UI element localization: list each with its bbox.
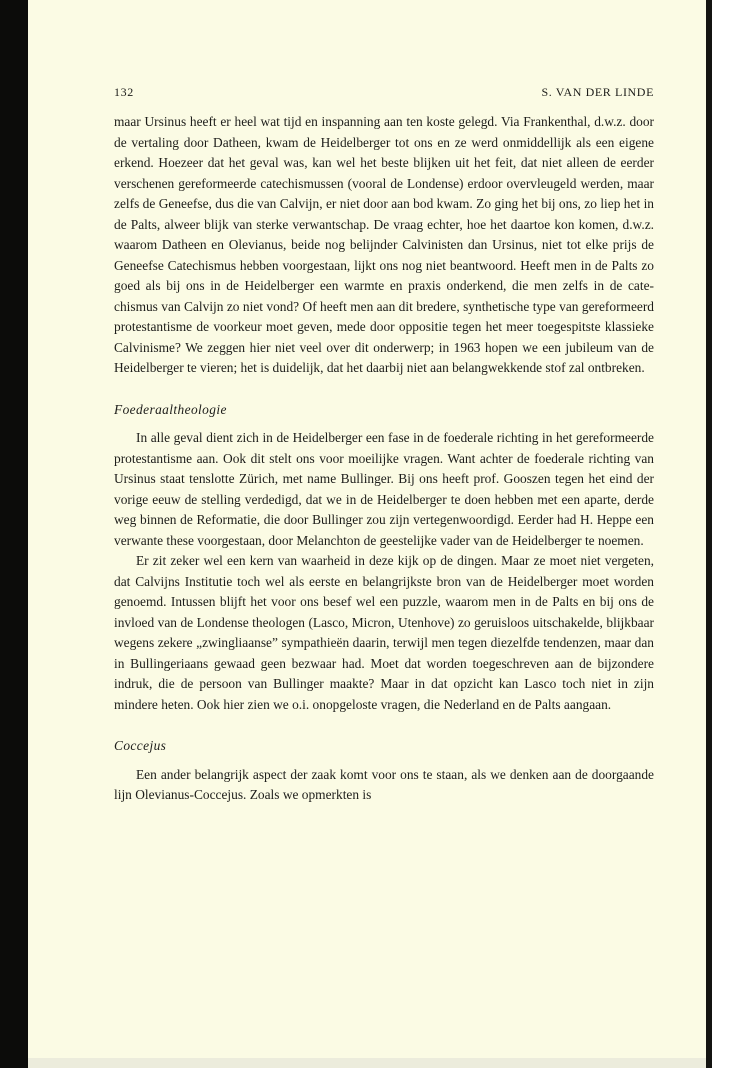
section-heading-coccejus: Coccejus (114, 738, 167, 753)
paragraph-foederale-richting: In alle geval dient zich in de Heidelberger een fase in de foederale richting in het gereformeerde protestantisme aan. Ook dit stelt ons voor moeilijke vragen. Want achter de foederale richting van Ursinus staat tenslotte Zürich, met name Bullinger. Bij ons heeft prof. Gooszen tegen het eind der vorige eeuw de stelling verdedigd, dat we in de Heidelberger te doen hebben met een aparte, derde weg binnen de Reformatie, die door Bullinger zou zijn vertegenwoordigd. Eerder had H. Heppe een verwante these voorgestaan, door Melanchton de geestelijke vader van de Heidelberger te noemen. (114, 430, 654, 548)
section-heading-foederaaltheologie: Foederaaltheologie (114, 401, 227, 417)
scan-border-right (706, 0, 712, 1068)
scan-bottom-edge (28, 1058, 706, 1068)
scan-border-left (0, 0, 28, 1068)
paragraph-ursinus: maar Ursinus heeft er heel wat tijd en inspanning aan ten koste gelegd. Via Frankenthal, d.w.z. door de vertaling door Datheen, kwam de Heidelberger tot ons en ze werd onmiddellijk als een eigene erkend. Hoezeer dat het geval was, kan wel het beste blijken uit het feit, dat niet alleen de eerder verschenen gereformeerde catechismussen (vooral de Londense) erdoor overvleugeld werden, maar zelfs de Geneefse, dus die van Calvijn, er niet door aan bod kwam. Zo ging het bij ons, zo liep het in de Palts, alweer blijk van sterke verwantschap. De vraag echter, hoe het daartoe kon komen, d.w.z. waarom Datheen en Olevianus, beide nog belijnder Calvinisten dan Ursinus, niet tot elke prijs de Geneefse Catechismus hebben voorgestaan, lijkt ons nog niet beantwoord. Heeft men in de Palts zo goed als bij ons in de Heidelberger een warmte en praxis onderkend, die men zelfs in de catechismus van Calvijn zo niet vond? Of heeft men aan dit bredere, synthetische type van gereformeerd protestantisme de voorkeur moet geven, mede door oppositie tegen het meer toegespitste klassieke Calvinisme? We zeggen hier niet veel over dit onderwerp; in 1963 hopen we een jubileum van de Heidelberger te vieren; het is duidelijk, dat het daarbij niet aan belangwekkende stof zal ontbreken. (114, 114, 654, 375)
body-text (114, 112, 654, 806)
paragraph-kern-van-waarheid: Er zit zeker wel een kern van waarheid in deze kijk op de dingen. Maar ze moet niet vergeten, dat Calvijns Institutie toch wel als eerste en belangrijkste bron van de Heidelberger moet worden genoemd. Intussen blijft het voor ons besef wel een puzzle, waarom men in de Palts en bij ons de invloed van de Londense theologen (Lasco, Micron, Utenhove) zo geruisloos uitschakelde, blijkbaar wegens zekere „zwingliaanse” sympathieën daarin, terwijl men tegen diezelfde tendenzen, maar dan in Bullingeriaans gewaad geen bezwaar had. Moet dat worden toegeschreven aan de bijzondere indruk, die de persoon van Bullinger maakte? Maar in dat opzicht kan Lasco toch niet in zijn mindere heten. Ook hier zien we o.i. onopgeloste vragen, die Nederland en de Palts aangaan. (114, 553, 654, 712)
paragraph-olevianus-coccejus: Een ander belangrijk aspect der zaak komt voor ons te staan, als we denken aan de doorgaande lijn Olevianus-Coccejus. Zoals we opmerkten is (114, 766, 654, 802)
page-number: 132 (114, 85, 134, 99)
book-page (28, 0, 706, 1058)
running-head-author: S. VAN DER LINDE (541, 85, 654, 99)
